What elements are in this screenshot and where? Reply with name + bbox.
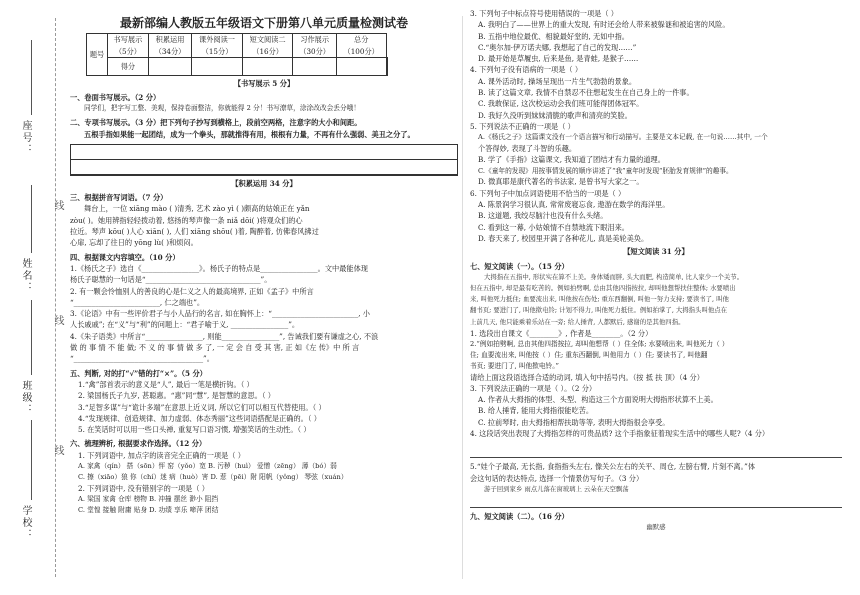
row-head: 题号 — [87, 34, 108, 76]
choice-option: D. 春天来了, 校园里开满了各种花儿, 真是美轮美奂。 — [478, 233, 649, 243]
passage-line: 但在五指中, 却是最有吃苦的。例如拍劈啊, 总由其他四指按拉, 却叫他想帮扶住整体; 水要喷出 — [470, 284, 736, 293]
choice-option: C.《童年的发现》用按事情发展的顺序讲述了“我”童年时发现“胚胎发育规律”的趣事。 — [478, 166, 733, 175]
left-column — [70, 8, 458, 515]
choice-option: A. 作者从大拇指的体型、头型、构造这三个方面说明大拇指形状算不上美。 — [478, 395, 718, 405]
sub-question: 4. 这段话突出表现了大拇指怎样的可贵品质? 这个手指象征着现实生活中的哪些人呢?（4 分） — [470, 429, 770, 439]
line-mark: 线 — [52, 315, 63, 325]
col-total: 总分 （100分） — [336, 34, 386, 58]
fill-line: 3.《论语》中有一些评价君子与小人品行的名言, 如在胸怀上：“________________________, 小 — [70, 309, 370, 319]
name-label: 姓名： — [20, 258, 31, 294]
score-cell[interactable] — [148, 57, 191, 75]
fill-line: “____________________________________”。 — [70, 354, 214, 364]
question-7: 七、短文阅读（一）。（15 分） — [470, 261, 569, 271]
score-cell[interactable] — [192, 57, 243, 75]
score-head: 得分 — [108, 57, 149, 75]
pinyin-line: 心扉, 忘却了往日的 yōng lù( )和烦闷。 — [70, 238, 198, 248]
question-2: 二、专项书写展示。（3 分）把下列句子抄写到横格上，段前空两格，注意字的大小和间距。 — [70, 118, 362, 128]
choice-option: B. 五指中地位最优、相貌最好堂的, 无如中指。 — [478, 31, 629, 41]
fill-line: 2. 有一颗会怜恤别人的善良的心是仁义之人的最高境界, 正如《孟子》中所言 — [70, 286, 314, 296]
choice-options: A. 家禽（qín） 搭（sōn）怦 窑（yǒo）宽 B. 污秽（huì） 爱憎（zēng） 薄（bó）弱 — [78, 462, 337, 470]
handwriting-lines[interactable] — [70, 144, 458, 176]
choice-stem: 5. 下列说法不正确的一项是（ ） — [470, 121, 575, 131]
choice-stem: 1. 下列词语中, 加点字的读音完全正确的一项是（ ） — [78, 450, 245, 460]
score-cell[interactable] — [293, 57, 336, 75]
seat-blank[interactable] — [31, 40, 33, 115]
score-cell[interactable] — [242, 57, 293, 75]
choice-option: 个答得妙, 表现了斗智的乐趣。 — [478, 144, 577, 154]
choice-option: B. 给人捶背, 能用大拇指很能吃苦。 — [478, 406, 594, 416]
choice-options: A. 梁国 家禽 仓库 榜物 B. 冲撞 摆丝 渺小 阻挡 — [78, 494, 219, 503]
choice-option: B. 这道题, 我绞尽脑汁也没有什么头绪。 — [478, 211, 608, 221]
sub-question: 书页; 要进门了, 叫他揿电铃。” — [470, 361, 559, 370]
choice-option: D. 微真耶是康代著名的书法家, 是曾书写大家之一。 — [478, 177, 644, 187]
prompt-scenes: 游子回到家乡 雨点儿落在窗玻璃上 云朵在天空飘荡 — [484, 484, 629, 493]
choice-option: A.《杨氏之子》这篇课文没有一个语言描写和行动描写。主要是文本记载, 在一句说……其中, 一个 — [478, 133, 768, 142]
choice-options: C. 擦（xiāo）狼 你（chí）迷 病（huò）害 D. 惹（pēi）附 阳帆（yǒng） 琴弦（xuán） — [78, 472, 348, 481]
passage-line: 上前几天, 他只能乘着乐站在一旁; 给人捶背, 人都默后, 感谢的是其他四指。 — [470, 317, 685, 326]
choice-option: C. 拉前琴时, 由大拇指相帮扶助等等, 表明大拇指很会享受。 — [478, 417, 670, 427]
choice-option: C. 我敢保证, 这次校运动会我们班可能得团体冠军。 — [478, 99, 644, 109]
choice-stem: 2. 下列词语中, 没有错别字的一项是（ ） — [78, 483, 209, 493]
choice-option: A. 课外活动时, 操场呈现出一片生气勃勃的景象。 — [478, 76, 637, 86]
sub-question: 请给上面这段语选择合适的动词, 填入句中括号内。（按 抵 扶 顶）（4 分） — [470, 372, 704, 382]
class-blank[interactable] — [31, 300, 33, 375]
line-mark: 线 — [52, 200, 63, 210]
pinyin-line: zòu( )。她用辨指轻轻拨动着, 悠扬的琴声像一条 niǎ dōi( )将观众们的心 — [70, 215, 303, 225]
school-blank[interactable] — [31, 420, 33, 500]
choice-option: A. 我明白了——世界上的重大发现, 有时还会给人带来被躲谜和被追害的风险。 — [478, 20, 730, 30]
question-6: 六、梳理辨析, 根据要求作选择。（12 分） — [70, 439, 207, 449]
choice-stem: 3. 下列句子中标点符号使用错误的一项是（ ） — [470, 9, 618, 18]
sub-question: 5.“娃个子最高, 无长指, 食指指头左右, 像关公左右的关平、周仓, 左膀右臂, 片刻不离。”体 — [470, 462, 756, 472]
binding-margin — [0, 0, 62, 595]
pinyin-line: 拉近。琴声 kōu( )人心 xiān( ), 人们 xiāng shōu( )着, 陶醉着, 仿佛春风拂过 — [70, 227, 319, 237]
judge-item: 3.“足智多谋”与“诡计多端”在意思上近义词, 所以它们可以相互代替使用。（ ） — [78, 402, 326, 412]
choice-options: C. 堂惶 接触 附庸 贴身 D. 功绩 享乐 啼萍 团结 — [78, 505, 219, 514]
question-4: 四、根据课文内容填空。（10 分） — [70, 252, 180, 262]
score-cell[interactable] — [336, 57, 386, 75]
sub-question: 会这句话的表达特点, 选择一个情景仿写句子。（3 分） — [470, 473, 644, 483]
choice-option: B. 学了《手指》这篇课文, 我知道了团结才有力量的道理。 — [478, 155, 665, 165]
right-column — [470, 8, 842, 534]
class-label: 班级： — [20, 380, 31, 416]
sub-question: 2.“例如拍劈啊, 总由其他四指按拉, 却叫他想帮（ ）住全体; 水要喷出来, 叫他死力（ ） — [470, 340, 729, 349]
pinyin-line: 舞台上，一位 xiāng mào ( )清秀, 艺术 zào yì ( )颇高的姑娘正在 yǎn — [84, 204, 310, 214]
sub-question: 住; 血要流出来, 叫他按（ ）住; 重东西翻倒, 叫他用力（ ）住; 要读书了, 叫他翻 — [470, 350, 708, 359]
choice-option: A. 陈景润学习很认真, 常常废寝忘食, 遨游在数学的海洋里。 — [478, 200, 670, 210]
passage-title: 幽默感 — [646, 523, 666, 532]
choice-stem: 4. 下列句子没有语病的一项是（ ） — [470, 65, 583, 75]
name-blank[interactable] — [31, 185, 33, 253]
column-divider — [462, 16, 463, 579]
col-writing: 书写展示 （5分） — [108, 34, 149, 58]
question-1: 一、卷面书写展示。（2 分） — [70, 93, 161, 103]
passage-line: 来, 叫他死力抵住; 血要流出来, 叫他按在伤处; 重东西翻倒, 叫他一努力支持; 要读书了, 叫他 — [470, 295, 729, 304]
choice-option: D. 最开始是草履虫, 后来是鱼, 是青蛙, 是猴子…… — [478, 54, 639, 64]
fill-line: 4.《朱子语类》中所言“________________, 则能________________”, 告诫我们要有谦虚之心, 不浪 — [70, 331, 379, 341]
choice-option: B. 读了这篇文章, 我情不自禁忍不住想起发生在自己身上的一件事。 — [478, 88, 694, 98]
passage-line: 大拇指在五指中, 形状实在算不上美。身体矮而胖, 头大而肥, 构造简单, 比人家少一个关节。 — [484, 272, 744, 281]
choice-option: C. 看到这一幕, 小姑娘情不自禁地流下眼泪来。 — [478, 222, 629, 232]
fill-line: 做 的 事 情 不 能 做; 不 义 的 事 情 做 多 了, 一 定 会 自 受 其 害, 正 如《左 传》中 所 言 — [70, 343, 360, 353]
copy-sentence: 五根手指如果能一起团结，成为一个拳头，那就推得有用，根根有力量，不再有什么强弱、美丑之分了。 — [84, 129, 415, 139]
question-3: 三、根据拼音写词语。（7 分） — [70, 193, 168, 203]
writing-section-bar: 【书写展示 5 分】 — [233, 78, 295, 88]
exam-title: 最新部编人教版五年级语文下册第八单元质量检测试卷 — [119, 16, 408, 30]
score-cell[interactable] — [386, 57, 387, 75]
answer-line[interactable] — [470, 439, 842, 458]
school-label: 学校： — [20, 505, 31, 541]
question-5: 五、判断, 对的打“√”错的打“×”。（5 分） — [70, 368, 207, 378]
col-composition: 习作展示 （30分） — [293, 34, 336, 58]
col-reading1: 课外阅读一 （15分） — [192, 34, 243, 58]
score-table — [86, 33, 388, 76]
line-mark: 线 — [52, 445, 63, 455]
question-9: 九、短文阅读（二）。（16 分） — [470, 512, 569, 522]
cut-line — [55, 18, 56, 577]
reading-section-bar: 【短文阅读 31 分】 — [623, 247, 689, 257]
fill-line: 人长戚戚”; 在“义”与“利”的问题上：“君子喻于义, ________________”。 — [70, 320, 300, 330]
judge-item: 5. 在笑话时可以用一些口头禅, 重复写口语习惯, 增强笑话的生动性。（ ） — [78, 425, 311, 435]
fill-line: 杨氏子聪慧的一句话是“________________________________”。 — [70, 275, 272, 285]
judge-item: 1.“禽”部首表示的意义是“人”, 最后一笔是横折钩。（ ） — [78, 379, 254, 389]
accum-section-bar: 【积累运用 34 分】 — [231, 178, 297, 188]
judge-item: 4.“发现规律、创造规律、加力虚弱、体态秀丽”这些词语搭配是正确的。（ ） — [78, 413, 321, 423]
answer-line[interactable] — [470, 495, 842, 508]
fill-line: 1.《杨氏之子》选自《________________》。杨氏子的特点是________________。文中最能体现 — [70, 263, 368, 273]
seat-label: 座号： — [20, 120, 31, 156]
choice-stem: 6. 下列句子中加点词语使用不恰当的一项是（ ） — [470, 188, 626, 198]
sub-question: 1. 选段出自课文《________》, 作者是________。（2 分） — [470, 328, 653, 338]
col-reading2: 短文阅读二 （16分） — [242, 34, 293, 58]
choice-option: C.“奥尔加·伊万诺夫娜, 我想起了自己的发现……” — [478, 42, 637, 52]
passage-line: 翻书页; 要进门了, 叫他揿电铃; 计划不得力, 叫他死力抵住。例如拍掌了, 大拇指头叫他点在 — [470, 306, 728, 315]
fill-line: “________________________, 仁之端也”。 — [70, 297, 205, 307]
sub-question: 3. 下列说法正确的一项是（ ）。（2 分） — [470, 383, 597, 393]
col-accum: 积累运用 （34分） — [148, 34, 191, 58]
judge-item: 2. 梁国杨氏子九岁, 甚聪惠。“惠”同“慧”, 是智慧的意思。（ ） — [78, 391, 275, 401]
choice-option: D. 我好久没听到妹妹清脆的歌声和清亮的笑脸。 — [478, 110, 632, 120]
question-1-text: 同学们，把字写工整、美观，保持卷面整洁，你就能得 2 分！书写潦草，涂涂改改会丢分哦！ — [84, 104, 361, 113]
